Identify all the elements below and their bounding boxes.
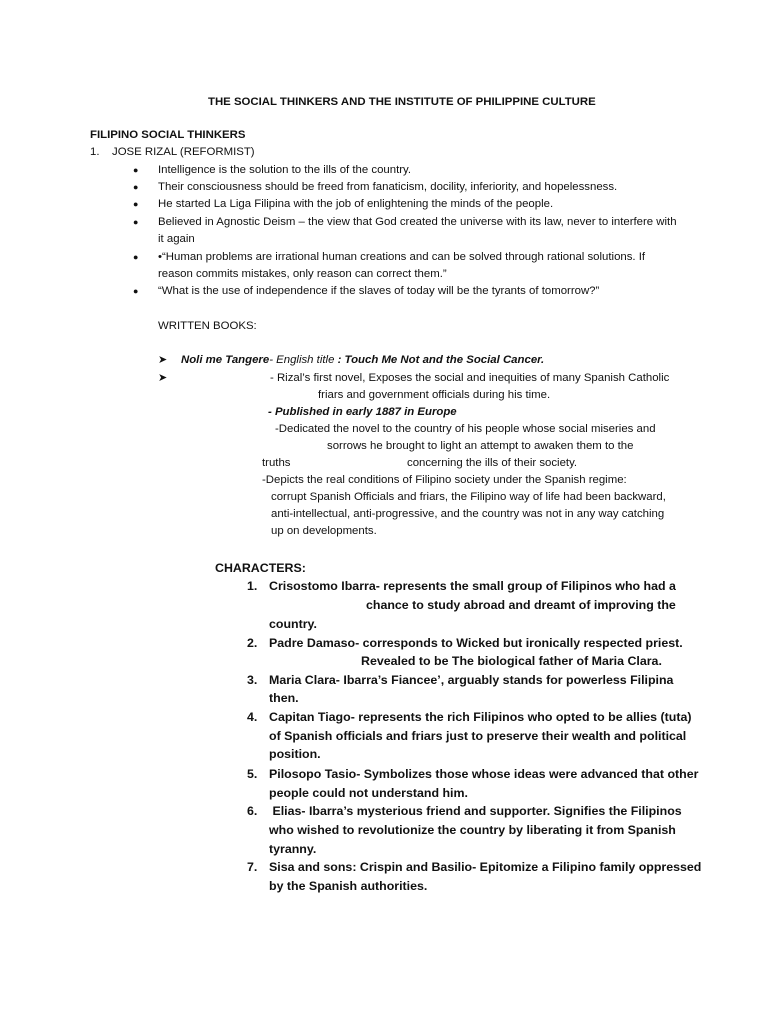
- book-title-line: [181, 352, 544, 369]
- character-line: people could not understand him.: [269, 786, 468, 800]
- list-number: 5.: [247, 767, 258, 781]
- book-dedication: concerning the ills of their society.: [407, 457, 578, 469]
- list-number: 2.: [247, 636, 258, 650]
- character-line: of Spanish officials and friars just to preserve their wealth and political: [269, 729, 687, 743]
- character-line: Crisostomo Ibarra- represents the small group of Filipinos who had a: [269, 579, 676, 593]
- character-line: Revealed to be The biological father of Maria Clara.: [361, 654, 662, 668]
- thinker-name: JOSE RIZAL (REFORMIST): [112, 146, 255, 158]
- character-line: position.: [269, 747, 321, 761]
- list-number: 1.: [90, 146, 100, 158]
- character-line: Padre Damaso- corresponds to Wicked but ironically respected priest.: [269, 636, 683, 650]
- character-line: Maria Clara- Ibarra’s Fiancee’, arguably stands for powerless Filipina: [269, 673, 674, 687]
- book-depiction: anti-intellectual, anti-progressive, and the country was not in any way catching: [271, 508, 665, 520]
- book-description: - Rizal’s first novel, Exposes the social and inequities of many Spanish Catholic: [270, 372, 670, 384]
- list-number: 4.: [247, 710, 258, 724]
- section-heading: FILIPINO SOCIAL THINKERS: [90, 129, 246, 141]
- characters-heading: CHARACTERS:: [215, 561, 306, 575]
- character-line: tyranny.: [269, 842, 317, 856]
- book-title: Noli me Tangere: [181, 354, 270, 366]
- list-item: •“Human problems are irrational human creations and can be solved through rational solutions. If reason commits mistakes, only reason can correct them.”: [158, 251, 646, 280]
- character-line: Pilosopo Tasio- Symbolizes those whose ideas were advanced that other: [269, 767, 699, 781]
- character-line: Capitan Tiago- represents the rich Filipinos who opted to be allies (tuta): [269, 710, 692, 724]
- character-line: chance to study abroad and dreamt of improving the: [366, 598, 676, 612]
- bullet-icon: ●: [133, 165, 139, 175]
- list-number: 1.: [247, 579, 258, 593]
- written-books-label: WRITTEN BOOKS:: [158, 320, 257, 332]
- arrow-bullet-icon: ➤: [158, 372, 168, 384]
- book-depiction: -Depicts the real conditions of Filipino society under the Spanish regime:: [262, 474, 627, 486]
- character-line: by the Spanish authorities.: [269, 879, 428, 893]
- character-line: who wished to revolutionize the country by liberating it from Spanish: [269, 823, 676, 837]
- list-item: Intelligence is the solution to the ills of the country.: [158, 164, 412, 176]
- bullet-icon: ●: [133, 199, 139, 209]
- bullet-icon: ●: [133, 286, 139, 296]
- list-item: “What is the use of independence if the slaves of today will be the tyrants of tomorrow?”: [158, 285, 600, 297]
- character-line: country.: [269, 617, 317, 631]
- character-line: Elias- Ibarra’s mysterious friend and supporter. Signifies the Filipinos: [269, 804, 682, 818]
- bullet-icon: ●: [133, 217, 139, 227]
- list-number: 3.: [247, 673, 258, 687]
- book-dedication: sorrows he brought to light an attempt to awaken them to the: [327, 440, 634, 452]
- book-description: friars and government officials during his time.: [318, 389, 551, 401]
- list-number: 6.: [247, 804, 258, 818]
- english-title-prefix: - English title: [269, 354, 338, 366]
- document-title: THE SOCIAL THINKERS AND THE INSTITUTE OF PHILIPPINE CULTURE: [208, 96, 596, 108]
- bullet-icon: ●: [133, 182, 139, 192]
- character-line: then.: [269, 691, 299, 705]
- arrow-bullet-icon: ➤: [158, 354, 168, 366]
- book-depiction: up on developments.: [271, 525, 377, 537]
- book-published: - Published in early 1887 in Europe: [268, 406, 457, 418]
- list-item: Their consciousness should be freed from fanaticism, docility, inferiority, and hopelessness.: [158, 181, 618, 193]
- bullet-icon: ●: [133, 252, 139, 262]
- book-dedication: truths: [262, 457, 291, 469]
- book-depiction: corrupt Spanish Officials and friars, the Filipino way of life had been backward,: [271, 491, 666, 503]
- list-number: 7.: [247, 860, 258, 874]
- english-title: : Touch Me Not and the Social Cancer.: [337, 354, 545, 366]
- list-item: He started La Liga Filipina with the job of enlightening the minds of the people.: [158, 198, 554, 210]
- list-item: Believed in Agnostic Deism – the view that God created the universe with its law, never to interfere with it again: [158, 216, 677, 245]
- character-line: Sisa and sons: Crispin and Basilio- Epitomize a Filipino family oppressed: [269, 860, 702, 874]
- book-dedication: -Dedicated the novel to the country of his people whose social miseries and: [275, 423, 656, 435]
